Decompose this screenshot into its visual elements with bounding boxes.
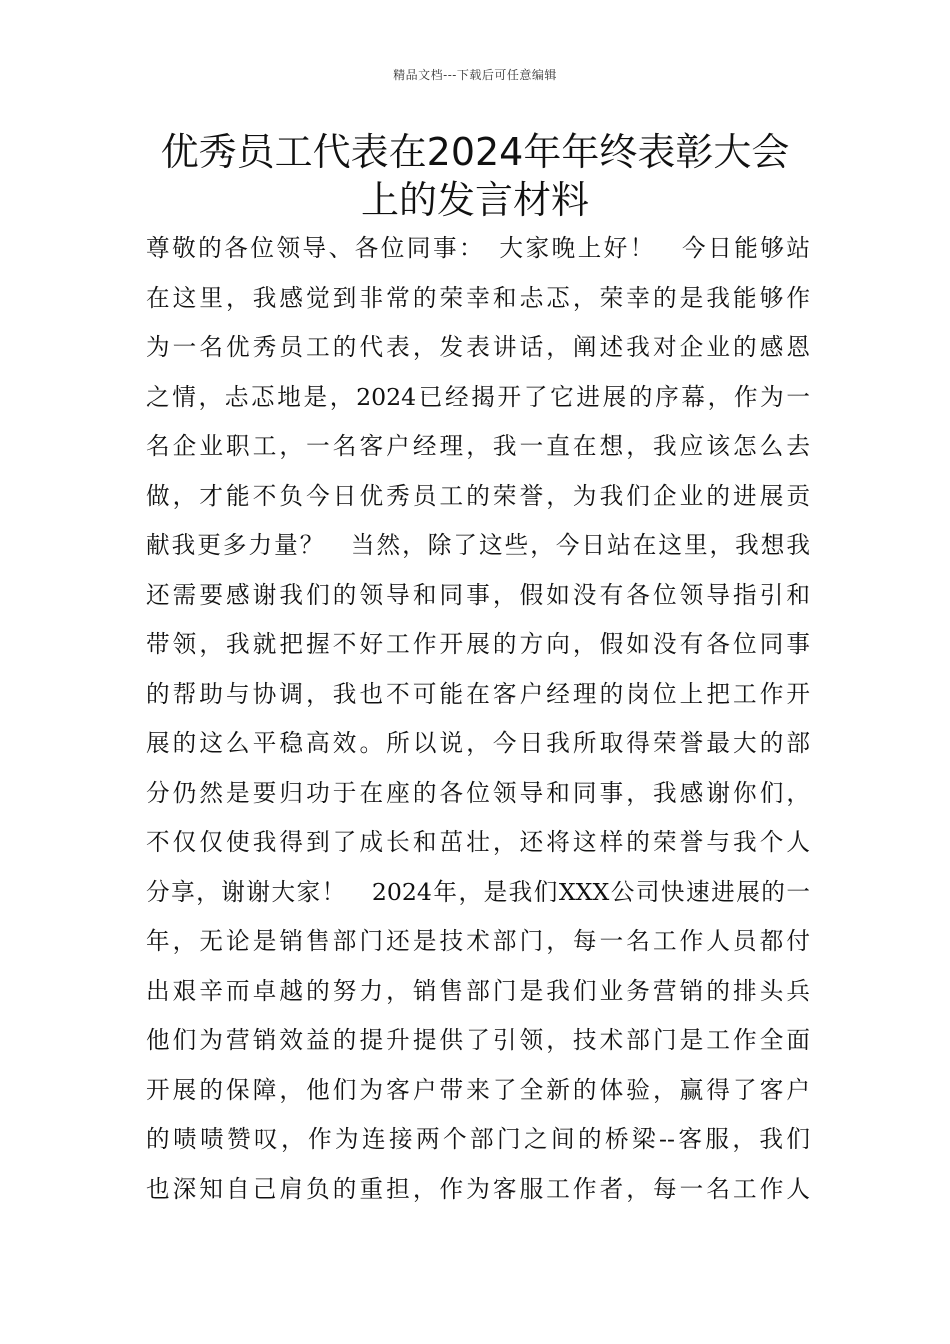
body-line: 名企业职工，一名客户经理，我一直在想，我应该怎么去	[146, 432, 810, 460]
header-note: 精品文档---下载后可任意编辑	[393, 68, 557, 82]
body-line: 不仅仅使我得到了成长和茁壮，还将这样的荣誉与我个人	[146, 828, 810, 856]
body-line: 献我更多力量？ 当然，除了这些，今日站在这里，我想我	[146, 531, 810, 559]
body-line: 之情，忐忑地是，2024已经揭开了它进展的序幕，作为一	[146, 382, 810, 411]
body-line: 还需要感谢我们的领导和同事，假如没有各位领导指引和	[146, 580, 810, 609]
body-line: 出艰辛而卓越的努力，销售部门是我们业务营销的排头兵	[146, 976, 810, 1005]
body-line: 开展的保障，他们为客户带来了全新的体验，赢得了客户	[146, 1075, 810, 1104]
body-line: 展的这么平稳高效。所以说，今日我所取得荣誉最大的部	[146, 729, 810, 757]
body-line: 年，无论是销售部门还是技术部门，每一名工作人员都付	[146, 927, 810, 955]
body-line: 他们为营销效益的提升提供了引领，技术部门是工作全面	[146, 1026, 810, 1054]
body-line: 带领，我就把握不好工作开展的方向，假如没有各位同事	[146, 630, 810, 658]
body-line: 在这里，我感觉到非常的荣幸和忐忑，荣幸的是我能够作	[146, 283, 810, 312]
title-line-1: 优秀员工代表在2024年年终表彰大会	[160, 130, 790, 174]
body-line: 为一名优秀员工的代表，发表讲话，阐述我对企业的感恩	[146, 333, 810, 361]
body-line: 也深知自己肩负的重担，作为客服工作者，每一名工作人	[146, 1174, 810, 1203]
document-body	[146, 224, 810, 1214]
body-line: 分仍然是要归功于在座的各位领导和同事，我感谢你们，	[146, 778, 810, 807]
body-line: 做，才能不负今日优秀员工的荣誉，为我们企业的进展贡	[146, 481, 810, 510]
title-line-2: 上的发言材料	[360, 178, 589, 222]
body-line: 的啧啧赞叹，作为连接两个部门之间的桥梁--客服，我们	[146, 1125, 810, 1153]
body-line: 尊敬的各位领导、各位同事： 大家晚上好！ 今日能够站	[146, 234, 810, 262]
document-title	[120, 128, 830, 224]
body-line: 分享，谢谢大家！ 2024年，是我们XXX公司快速进展的一	[146, 877, 810, 906]
body-line: 的帮助与协调，我也不可能在客户经理的岗位上把工作开	[146, 679, 810, 708]
